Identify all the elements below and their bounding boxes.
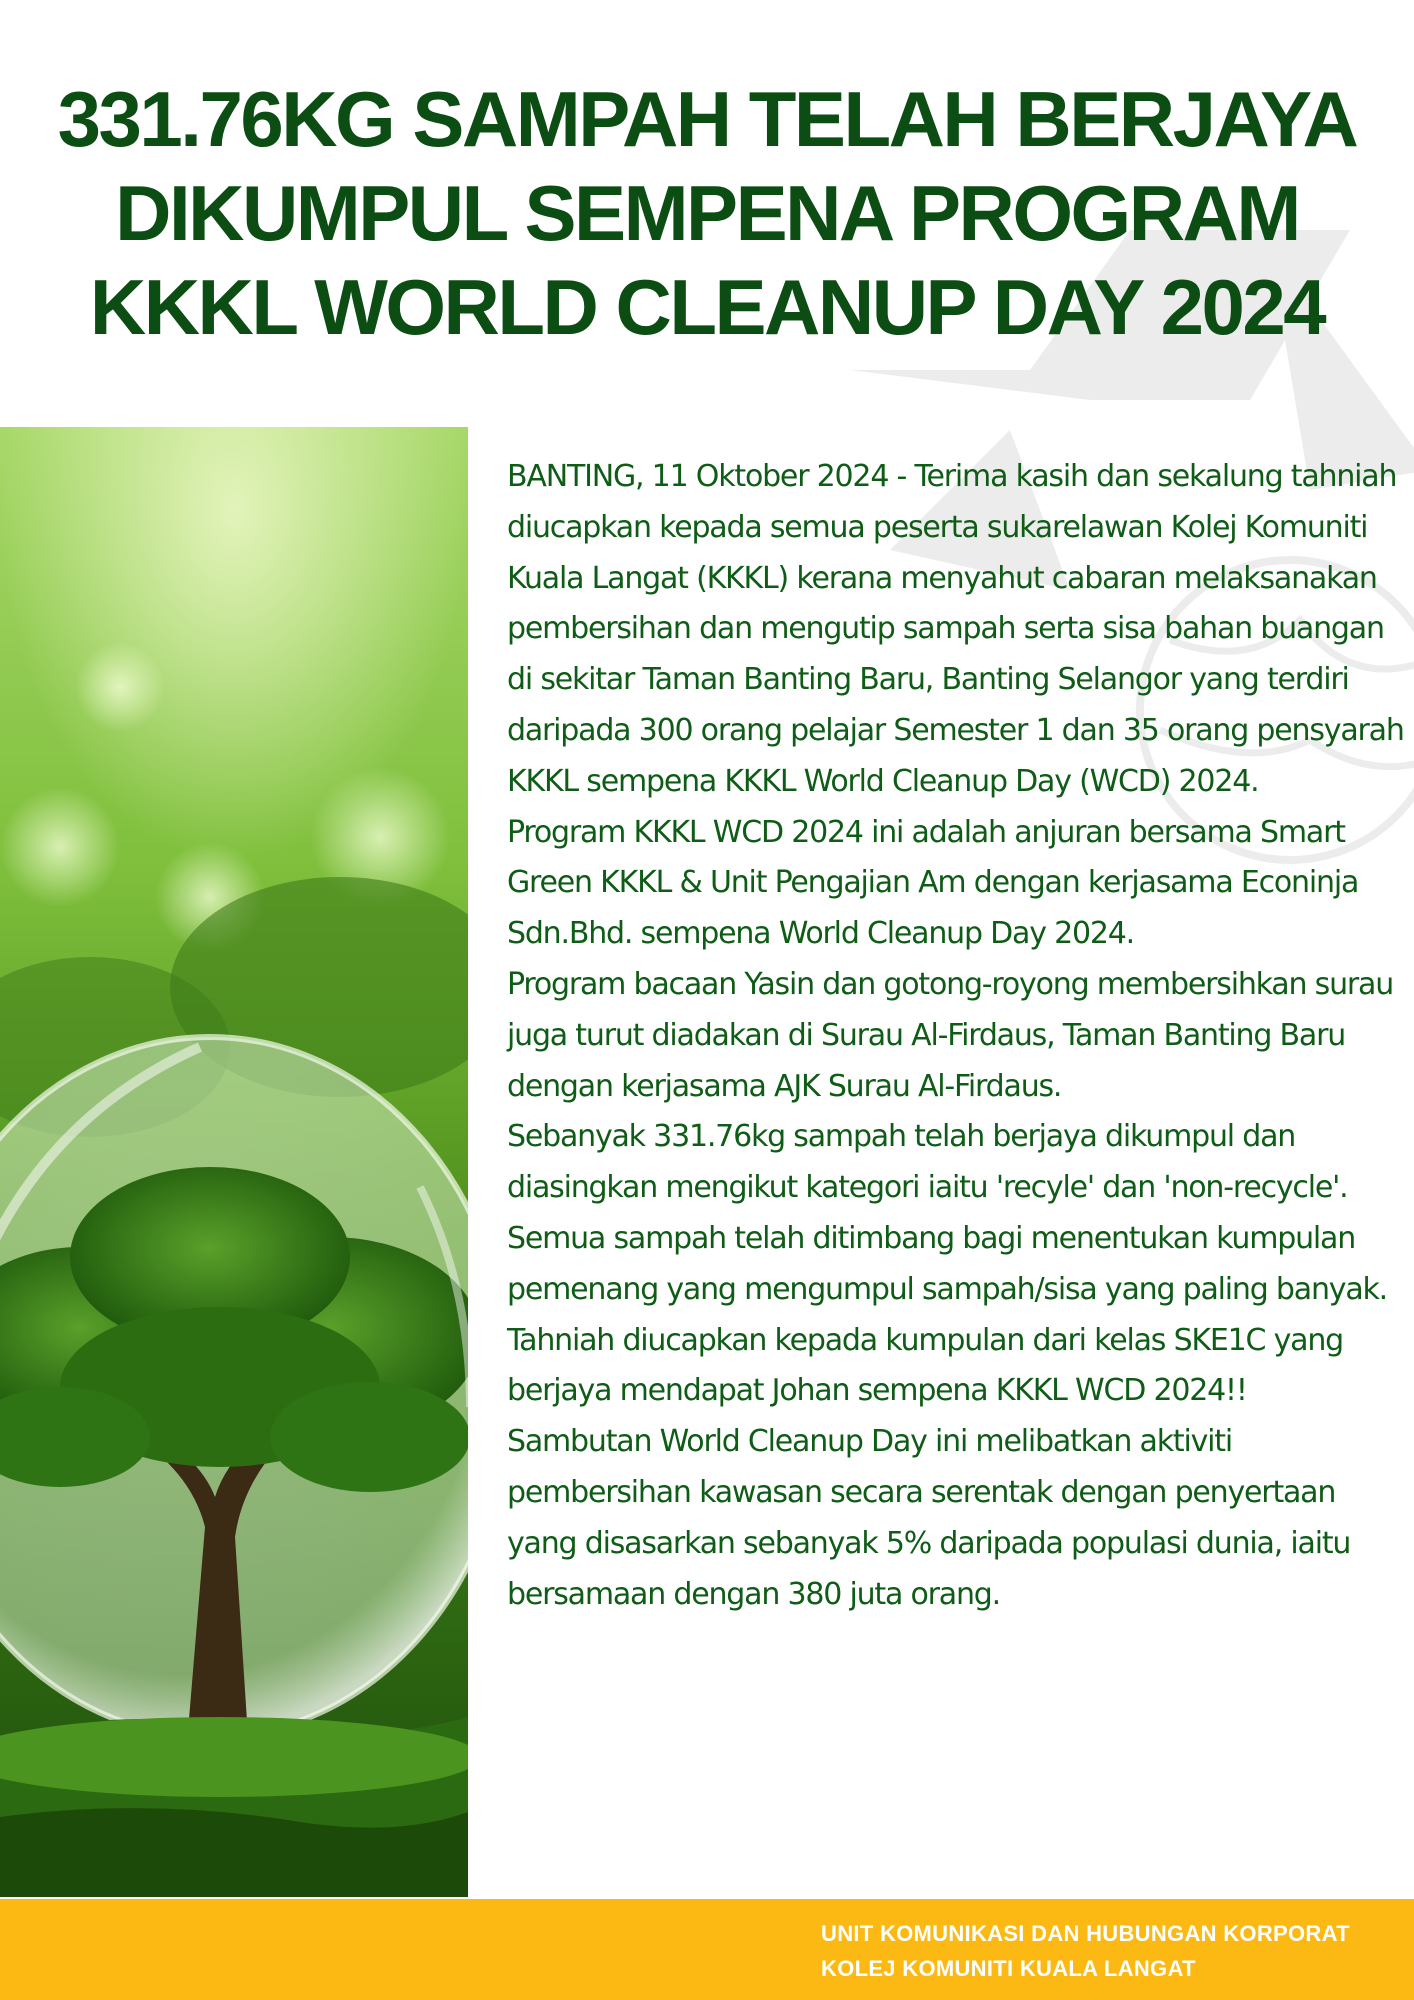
article-paragraph: Program KKKL WCD 2024 ini adalah anjuran bersama Smart Green KKKL & Unit Pengajian Am dengan kerjasama Econinja Sdn.Bhd. sempena World Cleanup Day 2024. [507, 814, 1359, 952]
headline-line-1: 331.76KG SAMPAH TELAH BERJAYA [57, 75, 1357, 163]
article-paragraph: Program bacaan Yasin dan gotong-royong membersihkan surau juga turut diadakan di Surau Al-Firdaus, Taman Banting Baru dengan kerjasama AJK Surau Al-Firdaus. [507, 966, 1394, 1104]
footer-band [0, 1899, 1414, 2000]
article-paragraph: BANTING, 11 Oktober 2024 - Terima kasih dan sekalung tahniah diucapkan kepada semua peserta sukarelawan Kolej Komuniti Kuala Langat (KKKL) kerana menyahut cabaran melaksanakan pembersihan dan mengutip sampah serta sisa bahan buangan di sekitar Taman Banting Baru, Banting Selangor yang terdiri daripada 300 orang pelajar Semester 1 dan 35 orang pensyarah KKKL sempena KKKL World Cleanup Day (WCD) 2024. [507, 459, 1404, 799]
headline [30, 72, 1384, 354]
headline-line-2: DIKUMPUL SEMPENA PROGRAM [115, 169, 1299, 257]
article-body [507, 452, 1407, 1620]
headline-line-3: KKKL WORLD CLEANUP DAY 2024 [89, 263, 1325, 351]
footer-unit-name: UNIT KOMUNIKASI DAN HUBUNGAN KORPORAT [821, 1921, 1350, 1946]
article-paragraph: Sebanyak 331.76kg sampah telah berjaya dikumpul dan diasingkan mengikut kategori iaitu 'recyle' dan 'non-recycle'. Semua sampah telah ditimbang bagi menentukan kumpulan pemenang yang mengumpul sampah/sisa yang paling banyak. Tahniah diucapkan kepada kumpulan dari kelas SKE1C yang berjaya mendapat Johan sempena KKKL WCD 2024!! [507, 1119, 1388, 1409]
article-paragraph: Sambutan World Cleanup Day ini melibatkan aktiviti pembersihan kawasan secara serentak dengan penyertaan yang disasarkan sebanyak 5% daripada populasi dunia, iaitu bersamaan dengan 380 juta orang. [507, 1424, 1351, 1612]
tree-in-glass-sphere-image [0, 427, 468, 1897]
footer-college-name: KOLEJ KOMUNITI KUALA LANGAT [821, 1956, 1196, 1981]
